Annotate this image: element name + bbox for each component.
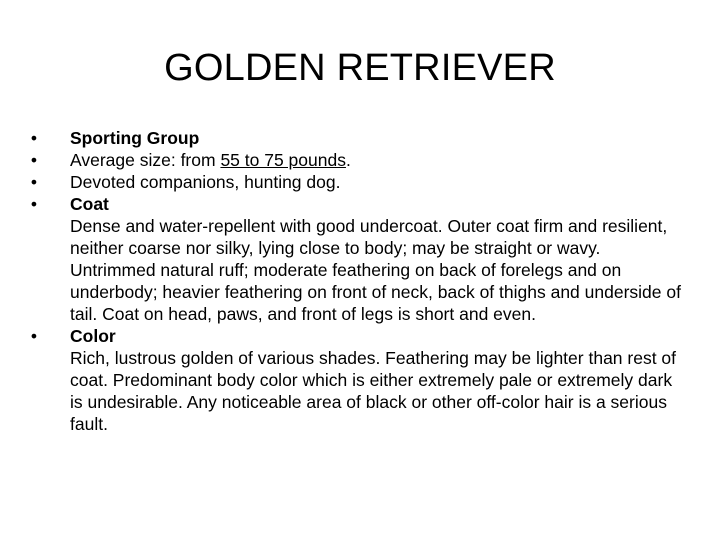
bullet-icon: • — [30, 172, 38, 192]
size-range: 55 to 75 pounds — [220, 150, 346, 170]
bullet-list — [26, 127, 686, 435]
list-item — [26, 149, 686, 171]
list-item — [26, 127, 686, 149]
bullet-icon: • — [30, 150, 38, 170]
temperament-text: Devoted companions, hunting dog. — [70, 172, 341, 192]
group-label: Sporting Group — [70, 128, 200, 148]
size-prefix: Average size: from — [70, 150, 221, 170]
coat-description: Dense and water-repellent with good undercoat. Outer coat firm and resilient, neither coarse nor silky, lying close to body; may be straight or wavy. Untrimmed natural ruff; moderate feathering on back of forelegs and on underbody; heavier feathering on front of neck, back of thighs and underside of tail. Coat on head, paws, and front of legs is short and even. — [70, 216, 681, 324]
bullet-icon: • — [30, 194, 38, 214]
color-description: Rich, lustrous golden of various shades. Feathering may be lighter than rest of coat. Predominant body color which is either extremely pale or extremely dark is undesirable. Any noticeable area of black or other off-color hair is a serious fault. — [70, 348, 677, 434]
size-suffix: . — [345, 150, 351, 170]
list-item — [26, 171, 686, 193]
coat-label: Coat — [70, 194, 109, 214]
bullet-icon: • — [30, 326, 38, 346]
slide-title: GOLDEN RETRIEVER — [164, 47, 556, 89]
list-item — [26, 325, 686, 435]
bullet-icon: • — [30, 128, 38, 148]
color-label: Color — [70, 326, 116, 346]
list-item — [26, 193, 686, 325]
